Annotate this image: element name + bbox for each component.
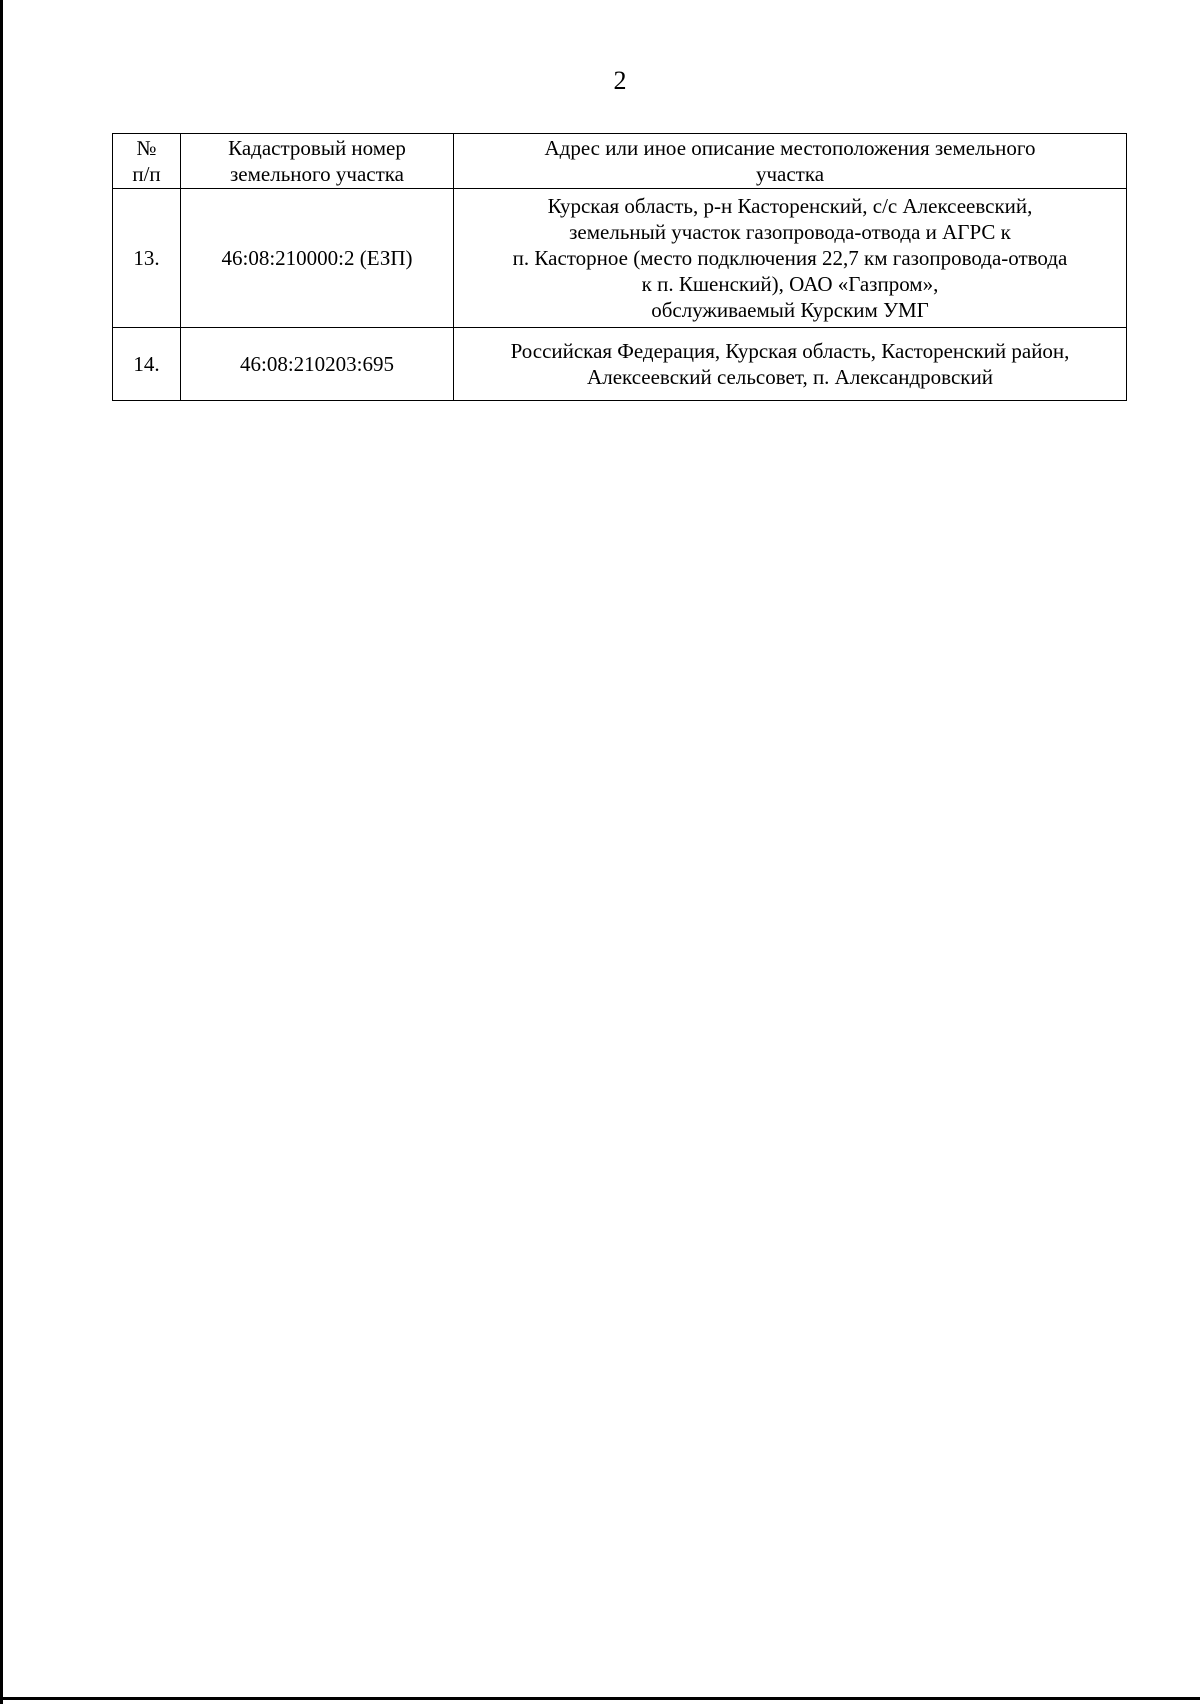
row-number: 14. [113, 328, 181, 401]
scan-border-bottom [0, 1697, 1200, 1700]
cadastral-number: 46:08:210203:695 [181, 328, 454, 401]
parcel-address: Курская область, р-н Касторенский, с/с Алексеевский, земельный участок газопровода-отвода и АГРС к п. Касторное (место подключения 22,7 км газопровода-отвода к п. Кшенский), ОАО «Газпром», обслуживаемый Курским УМГ [454, 189, 1127, 328]
row-number: 13. [113, 189, 181, 328]
table-row [113, 189, 1127, 328]
table-row [113, 328, 1127, 401]
header-cadastral-number: Кадастровый номер земельного участка [181, 134, 454, 189]
land-parcels-table [112, 133, 1127, 401]
scan-border-left [0, 0, 3, 1704]
parcel-address: Российская Федерация, Курская область, Касторенский район, Алексеевский сельсовет, п. Александровский [454, 328, 1127, 401]
cadastral-number: 46:08:210000:2 (ЕЗП) [181, 189, 454, 328]
page-number: 2 [613, 66, 627, 95]
header-address: Адрес или иное описание местоположения земельного участка [454, 134, 1127, 189]
header-number: № п/п [113, 134, 181, 189]
table-header-row [113, 134, 1127, 189]
